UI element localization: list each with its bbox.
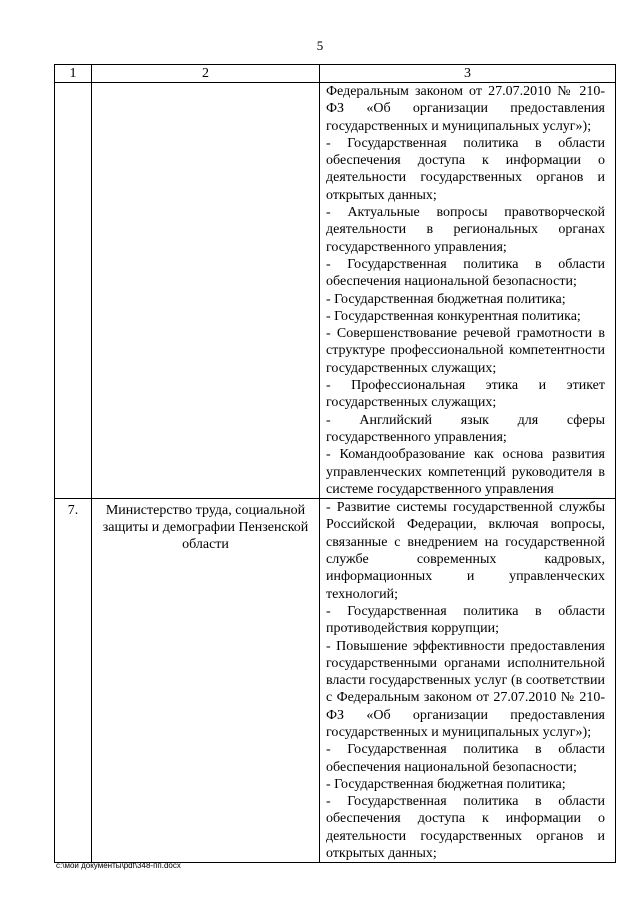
topic-item: - Государственная конкурентная политика;: [326, 308, 581, 324]
topic-item: - Английский язык для сферы государственного управления;: [326, 412, 605, 445]
topic-item: - Государственная политика в области обеспечения национальной безопасности;: [326, 742, 605, 775]
column-header-2: 2: [92, 65, 320, 83]
document-table: [54, 64, 616, 863]
organization-cell: Министерство труда, социальной защиты и демографии Пензенской области: [92, 499, 320, 863]
file-path-footer: c:\мои документы\pdf\348-пп.docx: [56, 861, 181, 870]
topic-item: - Государственная политика в области противодействия коррупции;: [326, 603, 605, 637]
table-header-row: [55, 65, 616, 83]
table-row: [55, 83, 616, 499]
topic-item: - Государственная политика в области обеспечения доступа к информации о деятельности государственных органов и открытых данных;: [326, 794, 605, 862]
topic-item: - Государственная политика в области обеспечения доступа к информации о деятельности государственных органов и открытых данных;: [326, 135, 605, 203]
topic-item: - Государственная политика в области обеспечения национальной безопасности;: [326, 256, 605, 290]
topic-item: - Развитие системы государственной службы Российской Федерации, включая вопросы, связанные с внедрением на государственной службе современных кадровых, информационных и управленческих технологий;: [326, 500, 605, 602]
topic-item: - Профессиональная этика и этикет государственных служащих;: [326, 378, 605, 411]
column-header-1: 1: [55, 65, 92, 83]
topic-item: Федеральным законом от 27.07.2010 № 210-ФЗ «Об организации предоставления государственных и муниципальных услуг»);: [326, 84, 605, 134]
row-number-cell: 7.: [55, 499, 92, 863]
table-row: [55, 499, 616, 863]
topic-item: - Совершенствование речевой грамотности в структуре профессиональной компетентности государственных служащих;: [326, 326, 605, 376]
training-topics-cell: [320, 499, 616, 863]
topic-item: - Актуальные вопросы правотворческой деятельности в региональных органах государственного управления;: [326, 205, 605, 255]
training-topics-cell: [320, 83, 616, 499]
row-number-cell: [55, 83, 92, 499]
page-number: 5: [316, 38, 324, 53]
column-header-3: 3: [320, 65, 616, 83]
organization-cell: [92, 83, 320, 499]
topic-item: - Государственная бюджетная политика;: [326, 776, 566, 792]
topic-item: - Командообразование как основа развития управленческих компетенций руководителя в системе государственного управления: [326, 447, 605, 497]
topic-item: - Повышение эффективности предоставления государственными органами исполнительной власти государственных услуг (в соответствии с Федеральным законом от 27.07.2010 № 210-ФЗ «Об организации предоставления государственных и муниципальных услуг»);: [326, 638, 605, 740]
topic-item: - Государственная бюджетная политика;: [326, 291, 566, 307]
